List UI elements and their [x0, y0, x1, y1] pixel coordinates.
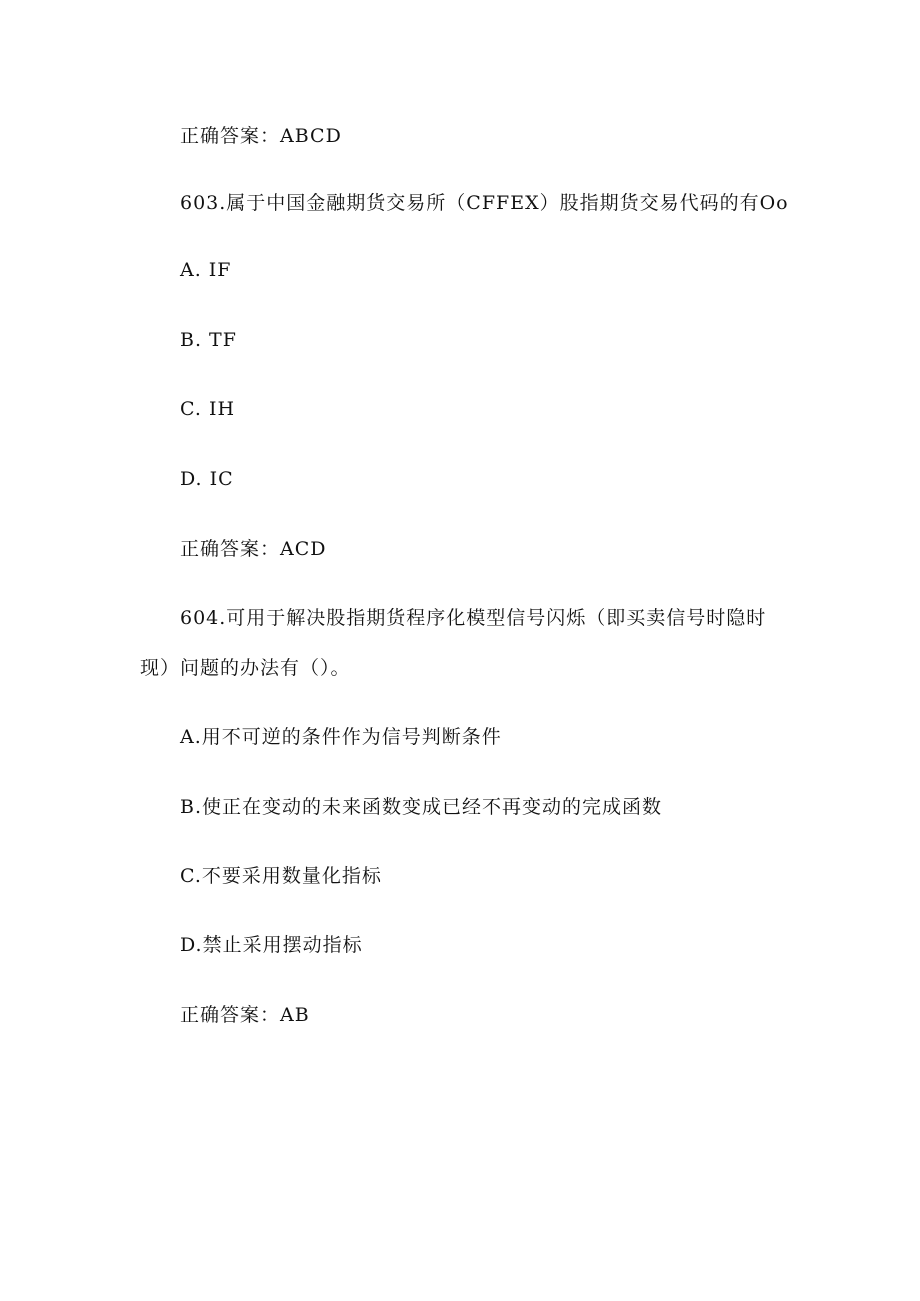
option-603-b: B. TF: [180, 329, 237, 351]
answer-604: 正确答案：AB: [180, 1004, 310, 1026]
option-604-c: C.不要采用数量化指标: [180, 865, 382, 887]
answer-602: 正确答案：ABCD: [180, 125, 342, 147]
option-604-d: D.禁止采用摆动指标: [180, 934, 363, 956]
option-603-a: A. IF: [180, 259, 232, 281]
option-603-d: D. IC: [180, 468, 234, 490]
answer-603: 正确答案：ACD: [180, 538, 327, 560]
question-604-line1: 604.可用于解决股指期货程序化模型信号闪烁（即买卖信号时隐时: [180, 607, 767, 629]
question-604-line2: 现）问题的办法有（）。: [140, 657, 351, 679]
option-604-b: B.使正在变动的未来函数变成已经不再变动的完成函数: [180, 796, 663, 818]
option-604-a: A.用不可逆的条件作为信号判断条件: [180, 726, 502, 748]
option-603-c: C. IH: [180, 398, 236, 420]
question-603: 603.属于中国金融期货交易所（CFFEX）股指期货交易代码的有Oo: [180, 192, 789, 214]
